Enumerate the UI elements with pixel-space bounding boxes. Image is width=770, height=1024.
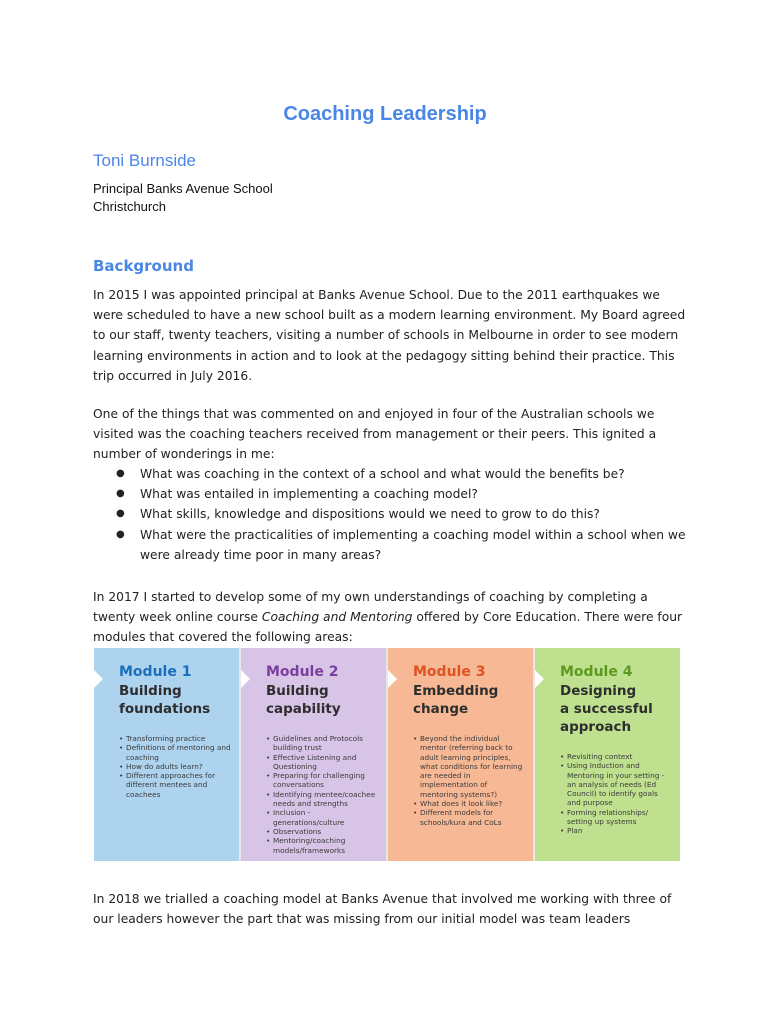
module-number: Module 1 bbox=[119, 664, 192, 680]
course-name: Coaching and Mentoring bbox=[261, 610, 413, 625]
list-item bbox=[93, 464, 693, 484]
module-card bbox=[241, 648, 386, 861]
paragraph bbox=[93, 587, 693, 648]
modules-image bbox=[94, 648, 680, 861]
list-item-text: What skills, knowledge and dispositions would we need to grow to do this? bbox=[140, 507, 600, 522]
module-items bbox=[119, 734, 231, 799]
list-item-text: What was coaching in the context of a school and what would the benefits be? bbox=[140, 467, 625, 481]
module-item: • Effective Listening and Questioning bbox=[266, 753, 378, 772]
document-title: Coaching Leadership bbox=[283, 103, 487, 125]
bullet-icon: ● bbox=[116, 488, 125, 500]
module-item: • Using Induction and Mentoring in your setting - an analysis of needs (Ed Council) to identify goals and purpose bbox=[560, 761, 672, 807]
module-item: • Different approaches for different mentees and coachees bbox=[119, 771, 231, 799]
module-number: Module 4 bbox=[560, 664, 633, 680]
module-number: Module 2 bbox=[266, 664, 339, 680]
list-item bbox=[93, 504, 693, 524]
module-item: • What does it look like? bbox=[413, 799, 525, 808]
module-title: Embedding change bbox=[413, 683, 499, 717]
bullet-icon: ● bbox=[116, 528, 125, 540]
paragraph-text: offered by Core Education. There were four modules that covered the following areas: bbox=[93, 610, 683, 645]
module-number: Module 3 bbox=[413, 664, 486, 680]
affiliation-line: Christchurch bbox=[93, 199, 166, 214]
bullet-icon: ● bbox=[116, 468, 125, 479]
list-item bbox=[93, 525, 693, 565]
module-card bbox=[388, 648, 533, 861]
module-title: Building capability bbox=[266, 683, 341, 717]
module-item: • Plan bbox=[560, 826, 672, 835]
module-title: Designing a successful approach bbox=[560, 683, 653, 735]
paragraph: One of the things that was commented on and enjoyed in four of the Australian schools we visited was the coaching teachers received from management or their peers. This ignited a number of wonderings in me: bbox=[93, 407, 657, 462]
section-heading: Background bbox=[93, 257, 194, 275]
module-item: • Observations bbox=[266, 827, 378, 836]
arrow-icon bbox=[241, 670, 250, 688]
arrow-icon bbox=[94, 670, 103, 688]
module-item: • Mentoring/coaching models/frameworks bbox=[266, 836, 378, 855]
arrow-icon bbox=[535, 670, 544, 688]
module-item: • Transforming practice bbox=[119, 734, 231, 743]
list-item bbox=[93, 484, 693, 504]
module-item: • Identifying mentee/coachee needs and strengths bbox=[266, 790, 378, 809]
wonderings-list bbox=[93, 464, 693, 565]
module-items bbox=[560, 752, 672, 836]
module-item: • Definitions of mentoring and coaching bbox=[119, 743, 231, 762]
list-item-text: What was entailed in implementing a coaching model? bbox=[140, 487, 478, 502]
module-title: Building foundations bbox=[119, 683, 211, 717]
paragraph-text: In 2017 I started to develop some of my own understandings of coaching by completing a twenty week online course bbox=[93, 590, 648, 625]
module-card bbox=[535, 648, 680, 861]
module-item: • Forming relationships/ setting up systems bbox=[560, 808, 672, 827]
module-item: • Preparing for challenging conversations bbox=[266, 771, 378, 790]
module-items bbox=[413, 734, 525, 827]
bullet-icon: ● bbox=[116, 508, 125, 520]
module-item: • Revisiting context bbox=[560, 752, 672, 761]
module-card bbox=[94, 648, 239, 861]
paragraph: In 2015 I was appointed principal at Banks Avenue School. Due to the 2011 earthquakes we were scheduled to have a new school built as a modern learning environment. My Board agreed to our staff, twenty teachers, visiting a number of schools in Melbourne in order to see modern learning environments in action and to look at the pedagogy sitting behind their practice. This trip occurred in July 2016. bbox=[93, 288, 686, 383]
arrow-icon bbox=[388, 670, 397, 688]
list-item-text: What were the practicalities of implementing a coaching model within a school when we were already time poor in many areas? bbox=[140, 527, 686, 562]
module-item: • Inclusion - generations/culture bbox=[266, 808, 378, 827]
affiliation-line: Principal Banks Avenue School bbox=[93, 181, 273, 196]
paragraph: In 2018 we trialled a coaching model at Banks Avenue that involved me working with three of our leaders however the part that was missing from our initial model was team leaders bbox=[93, 892, 672, 927]
module-items bbox=[266, 734, 378, 855]
module-item: • How do adults learn? bbox=[119, 762, 231, 771]
module-item: • Guidelines and Protocols building trust bbox=[266, 734, 378, 753]
module-item: • Beyond the individual mentor (referring back to adult learning principles, what conditions for learning are needed in implementation of mentoring systems?) bbox=[413, 734, 525, 799]
module-item: • Different models for schools/kura and CoLs bbox=[413, 808, 525, 827]
author-name: Toni Burnside bbox=[93, 151, 197, 170]
